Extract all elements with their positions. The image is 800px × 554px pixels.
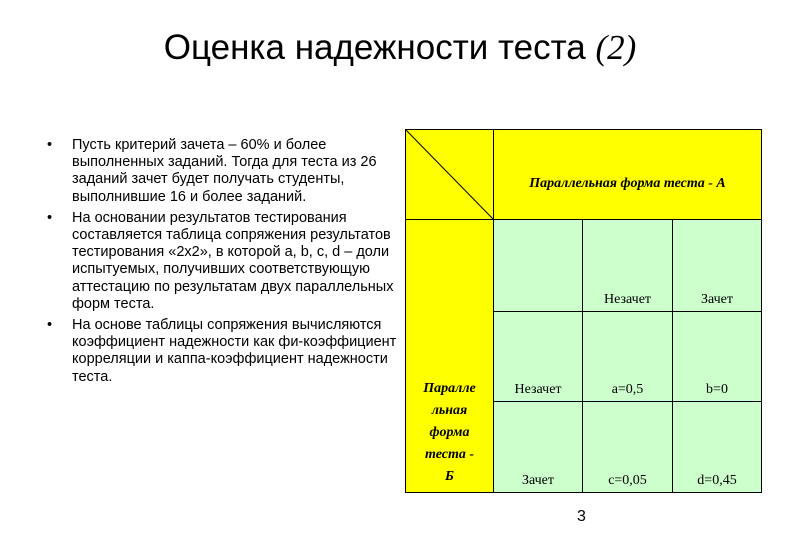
bullet-list [47,137,397,390]
value-c: c=0,05 [608,473,647,488]
row-header-line: Б [445,469,454,484]
row-label-nezachet: Незачет [514,382,562,397]
value-cell [672,311,762,402]
contingency-table [405,129,762,493]
value-cell [582,401,673,493]
row-label-zachet: Зачет [521,473,555,488]
slide-title-text: Оценка надежности теста [163,28,596,67]
col-label-nezachet: Незачет [603,292,652,307]
row-header-cell [405,219,494,493]
slide-title-number: (2) [595,28,637,67]
row-header-line: Паралле [423,381,476,396]
value-cell [672,401,762,493]
value-cell [582,311,673,402]
col-label-zachet: Зачет [700,292,734,307]
bullet-item: • Пусть критерий зачета – 60% и более выполненных заданий. Тогда для теста из 26 заданий зачет будет получать студенты, выполнившие 16 и более заданий. [47,137,397,206]
column-header-text: Параллельная форма теста - А [529,176,726,191]
row-header-line: теста - [425,447,474,462]
column-header-cell [493,129,762,220]
row-header-line: льная [431,403,468,418]
slide-title [0,28,800,68]
row-header-text [406,378,493,488]
bullet-item: • На основании результатов тестирования составляется таблица сопряжения результатов тестирования «2х2», в которой a, b, c, d – доли испытуемых, получивших соответствующую аттестацию по результатам двух параллельных форм теста. [47,210,397,313]
corner-diagonal [406,130,493,219]
table-corner-cell [405,129,494,220]
value-a: a=0,5 [611,382,644,397]
slide-number: 3 [577,508,586,525]
row-label-cell [493,401,583,493]
row-label-cell [493,311,583,402]
bullet-item: • На основе таблицы сопряжения вычисляются коэффициент надежности как фи-коэффициент корреляции и каппа-коэффициент надежности теста. [47,317,397,386]
col-label-cell [582,219,673,312]
empty-cell [493,219,583,312]
value-b: b=0 [706,382,728,397]
value-d: d=0,45 [697,473,737,488]
col-label-cell [672,219,762,312]
row-header-line: форма [429,425,470,440]
